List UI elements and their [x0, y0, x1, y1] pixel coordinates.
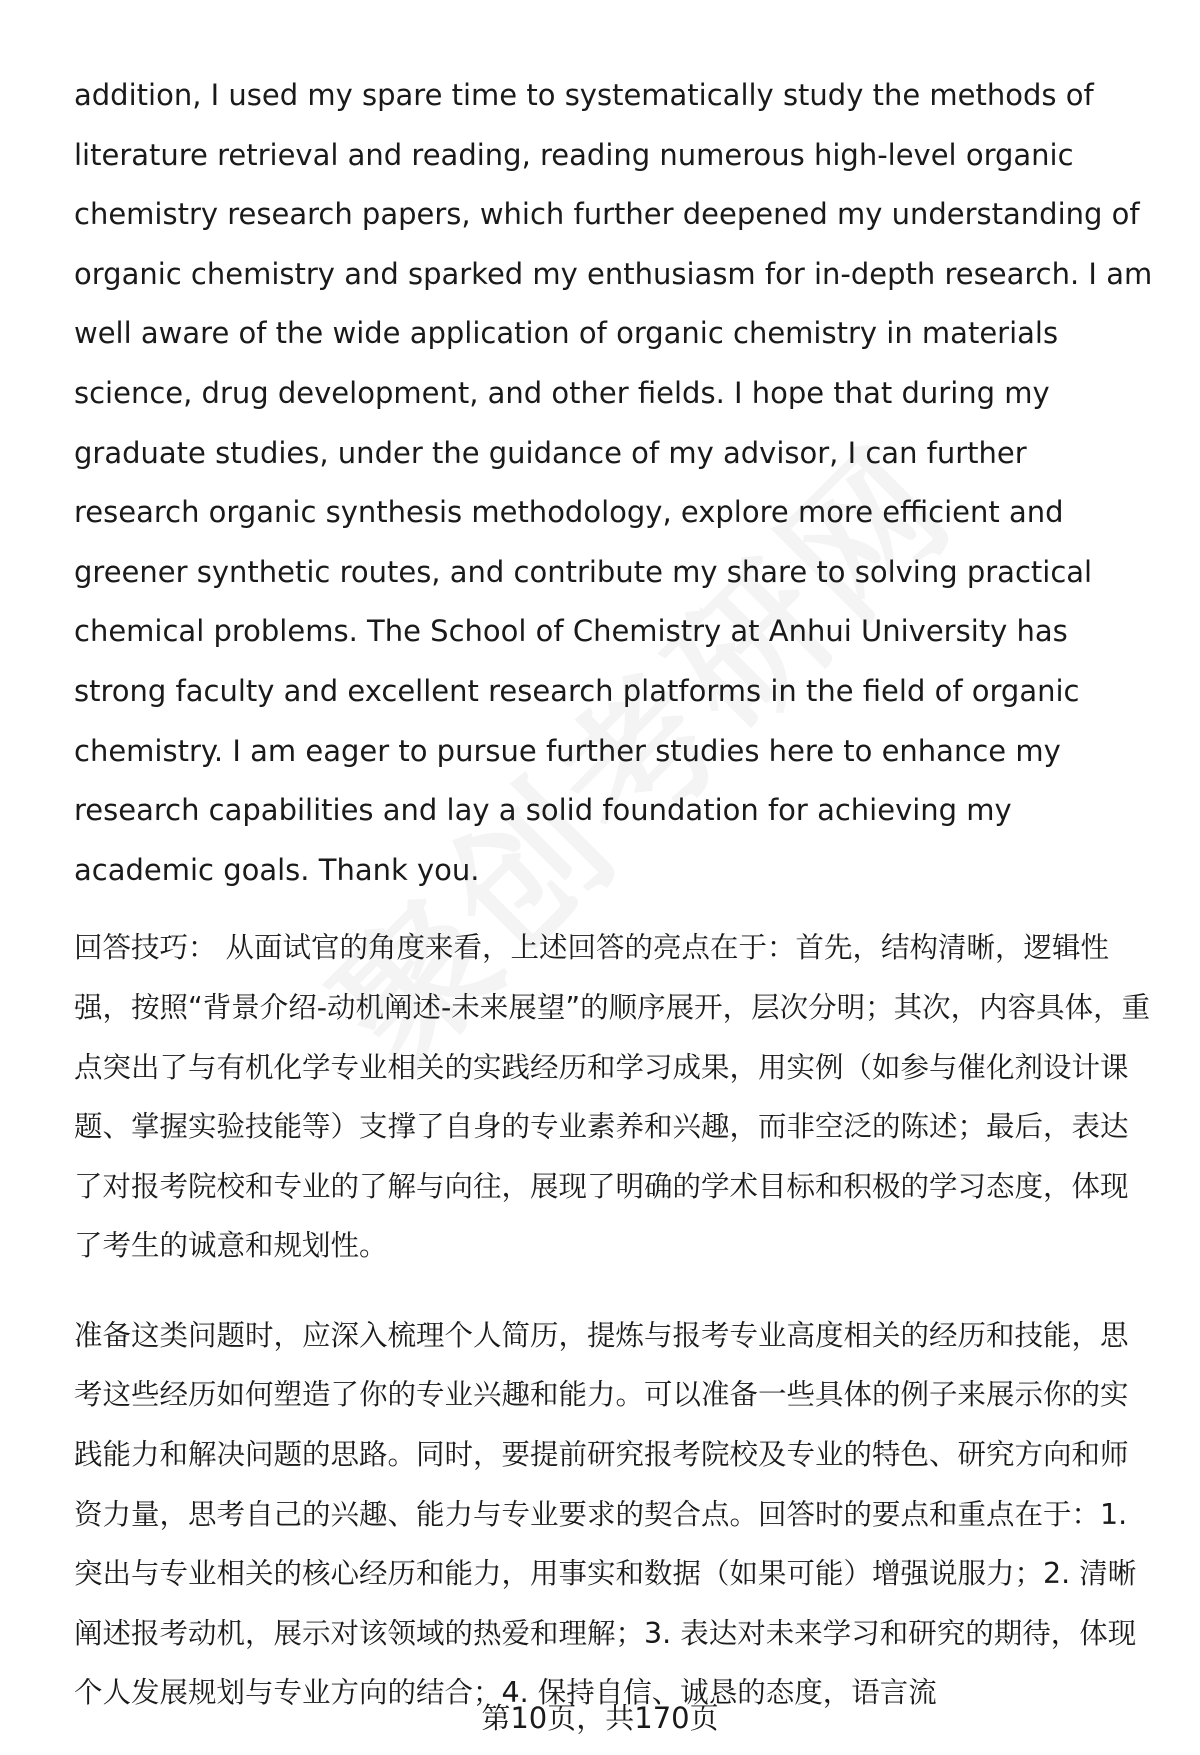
- preparation-advice-paragraph: 准备这类问题时，应深入梳理个人简历，提炼与报考专业高度相关的经历和技能，思考这些经历如何塑造了你的专业兴趣和能力。可以准备一些具体的例子来展示你的实践能力和解决问题的思路。同时，要提前研究报考院校及专业的特色、研究方向和师资力量，思考自己的兴趣、能力与专业要求的契合点。回答时的要点和重点在于：1. 突出与专业相关的核心经历和能力，用事实和数据（如果可能）增强说服力；2. 清晰阐述报考动机，展示对该领域的热爱和理解；3. 表达对未来学习和研究的期待，体现个人发展规划与专业方向的结合；4. 保持自信、诚恳的态度，语言流: [74, 1318, 1137, 1710]
- answer-tips-paragraph: 回答技巧： 从面试官的角度来看，上述回答的亮点在于：首先，结构清晰，逻辑性强，按照“背景介绍-动机阐述-未来展望”的顺序展开，层次分明；其次，内容具体，重点突出了与有机化学专业相关的实践经历和学习成果，用实例（如参与催化剂设计课题、掌握实验技能等）支撑了自身的专业素养和兴趣，而非空泛的陈述；最后，表达了对报考院校和专业的了解与向往，展现了明确的学术目标和积极的学习态度，体现了考生的诚意和规划性。: [74, 931, 1151, 1263]
- page-content: [74, 66, 1154, 1723]
- page-number-footer: 第10页，共170页: [481, 1701, 719, 1735]
- english-answer-paragraph: addition, I used my spare time to systematically study the methods of literature retrieval and reading, reading numerous high-level organic chemistry research papers, which further deepened my understanding of organic chemistry and sparked my enthusiasm for in-depth research. I am well aware of the wide application of organic chemistry in materials science, drug development, and other fields. I hope that during my graduate studies, under the guidance of my advisor, I can further research organic synthesis methodology, explore more efficient and greener synthetic routes, and contribute my share to solving practical chemical problems. The School of Chemistry at Anhui University has strong faculty and excellent research platforms in the field of organic chemistry. I am eager to pursue further studies here to enhance my research capabilities and lay a solid foundation for achieving my academic goals. Thank you.: [74, 78, 1153, 887]
